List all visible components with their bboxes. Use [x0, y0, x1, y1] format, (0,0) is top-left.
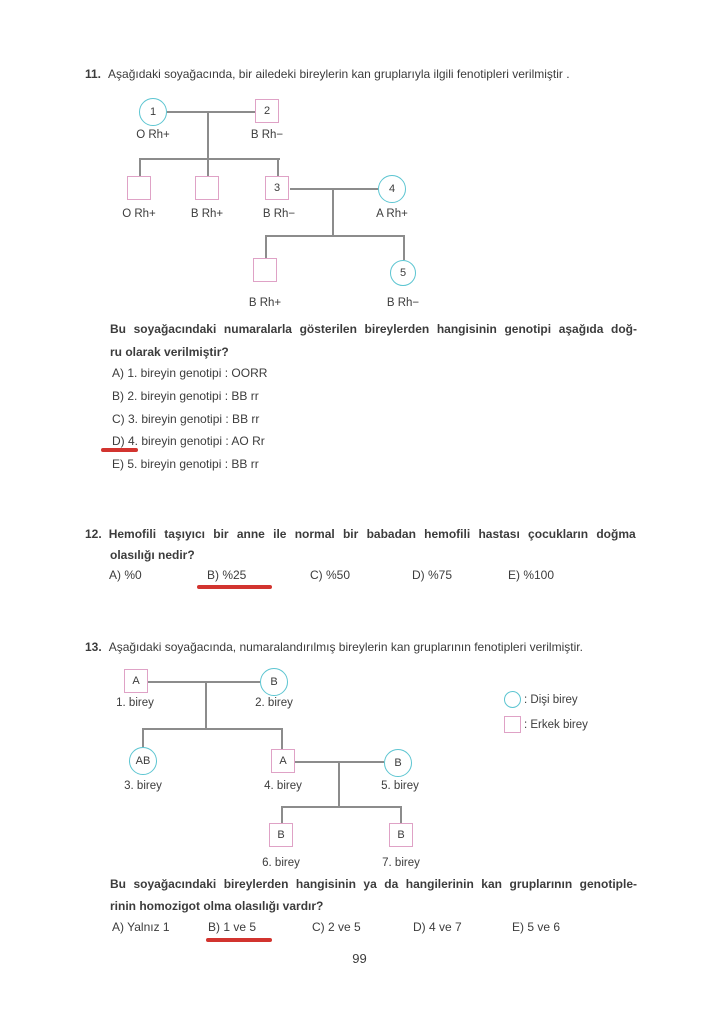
- node-id: A: [279, 755, 287, 767]
- node-label: 3. birey: [124, 780, 162, 792]
- pedigree-legend: [504, 691, 588, 733]
- male-square-individual-2: [255, 99, 279, 123]
- node-id: B: [397, 829, 405, 841]
- descent-line: [207, 111, 209, 158]
- female-circle-individual-1: [139, 98, 167, 126]
- answer-option-b: B) 1 ve 5: [208, 920, 257, 934]
- question-11-intro: Aşağıdaki soyağacında, bir ailedeki bireylerin kan gruplarıyla ilgili fenotipleri verilmiştir .: [108, 67, 570, 81]
- node-label: B Rh+: [248, 297, 282, 309]
- node-id: B: [394, 757, 402, 769]
- marriage-line: [167, 111, 256, 113]
- marriage-line: [148, 681, 260, 683]
- descent-line: [281, 728, 283, 749]
- answer-option-c: C) %50: [310, 568, 351, 582]
- answer-option-d: D) 4 ve 7: [413, 920, 462, 934]
- male-square-child: [127, 176, 151, 200]
- sibling-line: [139, 158, 280, 160]
- descent-line: [139, 158, 141, 176]
- answer-option-b: B) %25: [207, 568, 247, 582]
- legend-female-label: : Dişi birey: [524, 693, 578, 706]
- question-13-number: 13.: [85, 640, 102, 654]
- sibling-line: [142, 728, 282, 730]
- question-12-stem-line1: Hemofili taşıyıcı bir anne ile normal bir babadan hemofili hastası çocukların doğma: [108, 527, 636, 541]
- male-square-individual-4: [271, 749, 295, 773]
- question-12-number: 12.: [85, 527, 102, 541]
- node-id: B: [270, 676, 278, 688]
- male-square-individual-1: [124, 669, 148, 693]
- female-circle-individual-4: [378, 175, 406, 203]
- question-13-intro-line: [85, 640, 583, 654]
- answer-option-a: A) Yalnız 1: [112, 920, 170, 934]
- descent-line: [277, 158, 279, 176]
- female-circle-individual-5: [384, 749, 412, 777]
- question-13-stem-line1: Bu soyağacındaki bireylerden hangisinin ya da hangilerinin kan gruplarının genotiple-: [110, 877, 637, 891]
- question-11-stem-line1: Bu soyağacındaki numaralarla gösterilen bireylerden hangisinin genotipi aşağıda doğ-: [110, 322, 637, 336]
- male-square-individual-7: [389, 823, 413, 847]
- node-label: 4. birey: [264, 780, 302, 792]
- answer-option-d: D) 4. bireyin genotipi : AO Rr: [112, 434, 265, 448]
- female-circle-individual-3: [129, 747, 157, 775]
- descent-line: [338, 761, 340, 806]
- answer-option-e: E) 5 ve 6: [512, 920, 561, 934]
- descent-line: [207, 158, 209, 176]
- legend-female-row: [504, 691, 588, 708]
- marriage-line: [290, 188, 378, 190]
- node-label: B Rh+: [190, 208, 224, 220]
- answer-option-e: E) %100: [508, 568, 555, 582]
- page-number: 99: [352, 951, 367, 966]
- descent-line: [332, 188, 334, 235]
- question-12-stem-line2: olasılığı nedir?: [110, 548, 195, 562]
- node-id: A: [132, 675, 140, 687]
- male-square-icon: [504, 716, 521, 733]
- answer-option-c: C) 3. bireyin genotipi : BB rr: [112, 412, 260, 426]
- answer-underline-q13: [206, 938, 272, 942]
- node-id: 4: [388, 183, 396, 195]
- answer-option-c: C) 2 ve 5: [312, 920, 361, 934]
- node-label: 6. birey: [262, 857, 300, 869]
- node-label: A Rh+: [376, 208, 408, 220]
- question-11-stem-line2: ru olarak verilmiştir?: [110, 345, 229, 359]
- legend-male-row: [504, 716, 588, 733]
- question-11-number: 11.: [85, 67, 102, 81]
- node-label: O Rh+: [122, 208, 156, 220]
- node-id: 3: [273, 182, 281, 194]
- male-square-individual-6: [269, 823, 293, 847]
- node-label: O Rh+: [136, 129, 170, 141]
- descent-line: [205, 681, 207, 728]
- node-label: B Rh−: [250, 129, 284, 141]
- marriage-line: [295, 761, 384, 763]
- male-square-child: [195, 176, 219, 200]
- node-id: B: [277, 829, 285, 841]
- answer-option-d: D) %75: [412, 568, 453, 582]
- node-id: 5: [399, 267, 407, 279]
- question-13-intro: Aşağıdaki soyağacında, numaralandırılmış bireylerin kan gruplarının fenotipleri verilmiştir.: [108, 640, 583, 654]
- female-circle-individual-5: [390, 260, 416, 286]
- question-11-intro-line: [85, 67, 570, 81]
- node-label: 7. birey: [382, 857, 420, 869]
- node-id: AB: [135, 755, 151, 767]
- female-circle-icon: [504, 691, 521, 708]
- question-12-intro-line: [85, 527, 636, 541]
- male-square-individual-3: [265, 176, 289, 200]
- sibling-line: [265, 235, 404, 237]
- male-square-child: [253, 258, 277, 282]
- descent-line: [281, 806, 283, 823]
- descent-line: [265, 235, 267, 258]
- node-label: 1. birey: [116, 697, 154, 709]
- answer-underline-q11: [101, 448, 138, 452]
- node-id: 1: [149, 106, 157, 118]
- female-circle-individual-2: [260, 668, 288, 696]
- node-label: 2. birey: [255, 697, 293, 709]
- sibling-line: [281, 806, 401, 808]
- node-label: 5. birey: [381, 780, 419, 792]
- descent-line: [142, 728, 144, 747]
- answer-underline-q12: [197, 585, 272, 589]
- pedigree-diagram-q11: [100, 90, 460, 315]
- pedigree-diagram-q13: [100, 660, 460, 875]
- legend-male-label: : Erkek birey: [524, 718, 588, 731]
- node-id: 2: [263, 105, 271, 117]
- answer-option-a: A) 1. bireyin genotipi : OORR: [112, 366, 268, 380]
- answer-option-b: B) 2. bireyin genotipi : BB rr: [112, 389, 259, 403]
- question-13-stem-line2: rinin homozigot olma olasılığı vardır?: [110, 899, 324, 913]
- node-label: B Rh−: [262, 208, 296, 220]
- descent-line: [400, 806, 402, 823]
- answer-option-e: E) 5. bireyin genotipi : BB rr: [112, 457, 259, 471]
- descent-line: [403, 235, 405, 260]
- answer-option-a: A) %0: [109, 568, 142, 582]
- node-label: B Rh−: [386, 297, 420, 309]
